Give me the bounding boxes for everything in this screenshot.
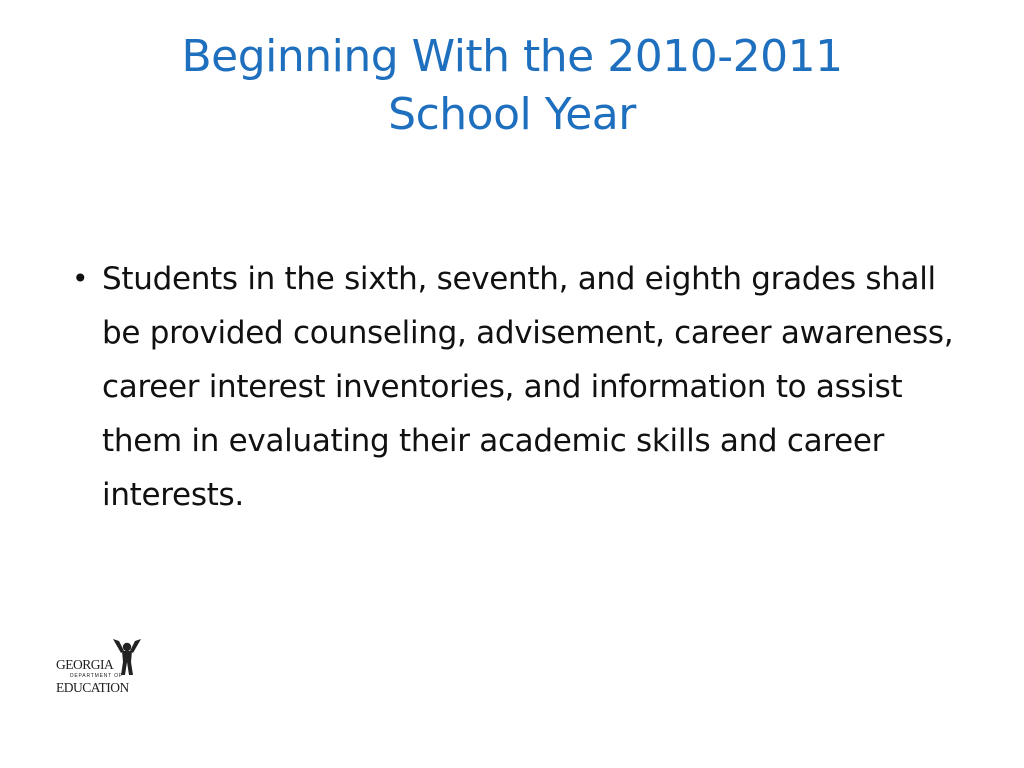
bullet-marker: • xyxy=(72,262,89,295)
bullet-text: Students in the sixth, seventh, and eighth grades shall be provided counseling, advisement, career awareness, career interest inventories, and information to assist them in evaluating their academic skills and career interests. xyxy=(102,261,954,513)
logo-education-text: EDUCATION xyxy=(56,680,129,695)
bullet-item xyxy=(72,252,972,522)
slide-title-line-2: School Year xyxy=(388,89,636,140)
person-arms-raised-icon xyxy=(110,638,144,676)
logo-georgia-text: GEORGIA xyxy=(56,657,114,672)
georgia-doe-logo xyxy=(56,636,146,700)
slide-title-line-1: Beginning With the 2010-2011 xyxy=(181,31,843,82)
logo-department-text: DEPARTMENT OF xyxy=(70,673,123,679)
bullet-list xyxy=(72,252,972,522)
slide-title xyxy=(60,28,964,144)
